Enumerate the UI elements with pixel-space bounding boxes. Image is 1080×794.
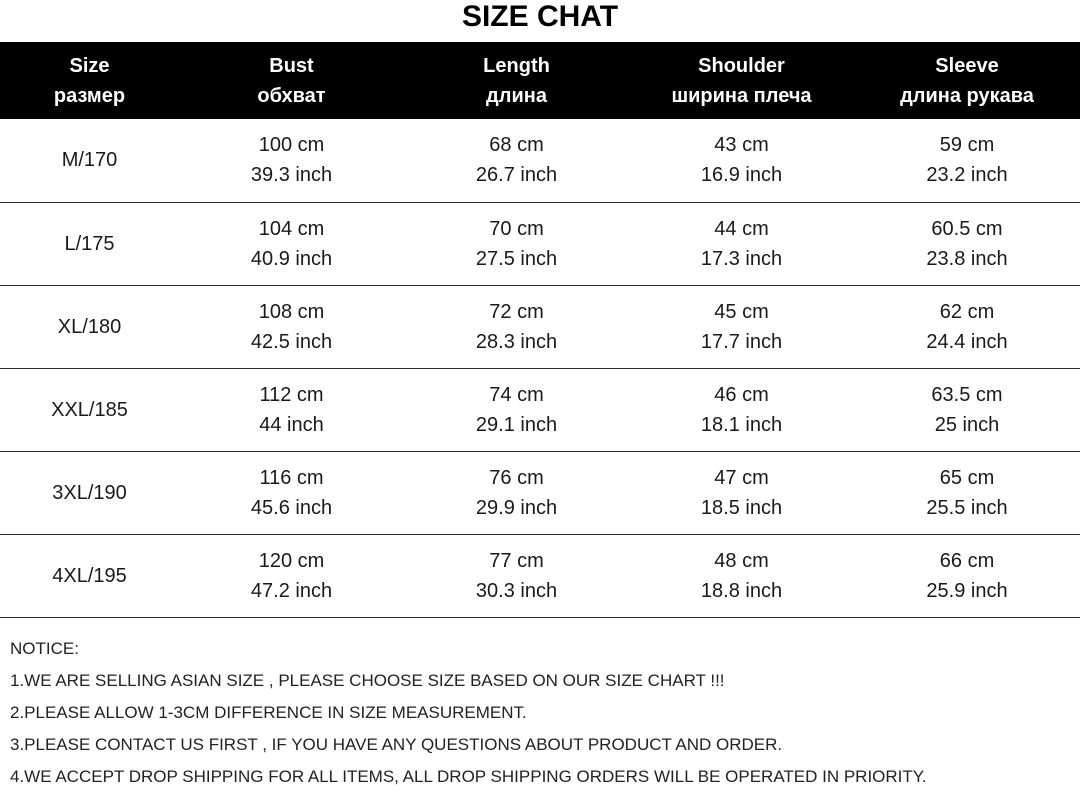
bust-cell [179,368,404,451]
length-cm: 77 cm [489,549,544,572]
table-header-row [0,42,1080,119]
length-inch: 30.3 inch [475,579,558,602]
sleeve-inch: 25.9 inch [926,579,1008,602]
bust-cell [179,119,404,202]
table-row [0,119,1080,202]
sleeve-inch: 23.2 inch [926,164,1008,187]
shoulder-cm: 43 cm [714,134,769,157]
sleeve-inch: 24.4 inch [926,330,1008,353]
length-inch: 26.7 inch [475,164,558,187]
table-row [0,534,1080,617]
size-cell: 4XL/195 [52,564,127,587]
sleeve-cell [854,534,1080,617]
header-length [404,42,629,119]
shoulder-cell [629,451,854,534]
sleeve-cell [854,368,1080,451]
notice-heading: NOTICE: [10,639,79,658]
length-cell [404,451,629,534]
shoulder-inch: 18.8 inch [700,579,783,602]
sleeve-cm: 66 cm [939,549,995,572]
notice-item: 4.WE ACCEPT DROP SHIPPING FOR ALL ITEMS, ALL DROP SHIPPING ORDERS WILL BE OPERATED IN PRIORITY. [10,767,927,786]
shoulder-cell [629,119,854,202]
length-cm: 74 cm [489,383,544,406]
header-bust [179,42,404,119]
sleeve-cm: 60.5 cm [931,217,1003,240]
notice-item: 3.PLEASE CONTACT US FIRST , IF YOU HAVE ANY QUESTIONS ABOUT PRODUCT AND ORDER. [10,735,783,754]
sleeve-cell [854,451,1080,534]
bust-cm: 120 cm [258,549,325,572]
shoulder-cell [629,285,854,368]
size-cell: 3XL/190 [52,481,127,504]
sleeve-cell [854,202,1080,285]
bust-cm: 104 cm [258,217,325,240]
sleeve-inch: 25 inch [934,413,1000,436]
size-cell: M/170 [61,149,118,172]
header-bust-ru: обхват [257,84,326,107]
shoulder-cell [629,534,854,617]
length-inch: 27.5 inch [475,247,558,270]
shoulder-inch: 17.7 inch [700,330,783,353]
bust-inch: 45.6 inch [250,496,333,519]
size-chart-table [0,42,1080,618]
length-inch: 28.3 inch [475,330,558,353]
bust-cell [179,534,404,617]
bust-cell [179,285,404,368]
length-cm: 76 cm [489,466,544,489]
header-length-ru: длина [486,84,547,107]
length-cell [404,285,629,368]
shoulder-cm: 45 cm [714,300,769,323]
table-row [0,285,1080,368]
bust-inch: 47.2 inch [250,579,333,602]
header-shoulder-en: Shoulder [698,54,785,77]
sleeve-inch: 25.5 inch [926,496,1008,519]
bust-inch: 39.3 inch [250,164,333,187]
length-cm: 72 cm [489,300,544,323]
header-size-en: Size [69,54,110,77]
shoulder-cm: 48 cm [714,549,769,572]
sleeve-cm: 63.5 cm [931,383,1003,406]
size-cell: XXL/185 [51,398,128,421]
shoulder-cm: 46 cm [714,383,769,406]
shoulder-cell [629,368,854,451]
bust-inch: 40.9 inch [250,247,333,270]
page-title: SIZE CHAT [461,0,619,33]
sleeve-cm: 62 cm [939,300,995,323]
notice-item: 1.WE ARE SELLING ASIAN SIZE , PLEASE CHOOSE SIZE BASED ON OUR SIZE CHART !!! [10,671,725,690]
size-cell: XL/180 [57,315,122,338]
size-cell: L/175 [64,232,115,255]
sleeve-cell [854,119,1080,202]
sleeve-cm: 59 cm [939,134,995,157]
length-cell [404,119,629,202]
bust-inch: 42.5 inch [250,330,333,353]
table-row [0,202,1080,285]
shoulder-cm: 44 cm [714,217,769,240]
bust-cm: 112 cm [259,383,324,406]
length-cm: 68 cm [489,134,544,157]
header-shoulder [629,42,854,119]
length-inch: 29.9 inch [475,496,558,519]
sleeve-inch: 23.8 inch [926,247,1008,270]
bust-cm: 108 cm [258,300,325,323]
bust-cell [179,451,404,534]
table-row [0,451,1080,534]
shoulder-cell [629,202,854,285]
notice-section [10,634,1075,794]
bust-cell [179,202,404,285]
sleeve-cell [854,285,1080,368]
shoulder-inch: 16.9 inch [700,164,783,187]
bust-cm: 100 cm [258,134,325,157]
bust-inch: 44 inch [259,413,324,436]
sleeve-cm: 65 cm [939,466,995,489]
shoulder-cm: 47 cm [714,466,769,489]
header-size-ru: размер [53,84,126,107]
header-size [0,42,179,119]
header-sleeve-en: Sleeve [935,54,999,77]
length-cm: 70 cm [489,217,544,240]
bust-cm: 116 cm [259,466,324,489]
length-cell [404,534,629,617]
shoulder-inch: 17.3 inch [700,247,783,270]
header-sleeve-ru: длина рукава [900,84,1034,107]
header-length-en: Length [483,54,550,77]
length-inch: 29.1 inch [475,413,558,436]
length-cell [404,368,629,451]
header-shoulder-ru: ширина плеча [671,84,812,107]
header-sleeve [854,42,1080,119]
length-cell [404,202,629,285]
shoulder-inch: 18.5 inch [700,496,783,519]
shoulder-inch: 18.1 inch [700,413,783,436]
notice-item: 2.PLEASE ALLOW 1-3CM DIFFERENCE IN SIZE MEASUREMENT. [10,703,527,722]
table-row [0,368,1080,451]
header-bust-en: Bust [269,54,314,77]
